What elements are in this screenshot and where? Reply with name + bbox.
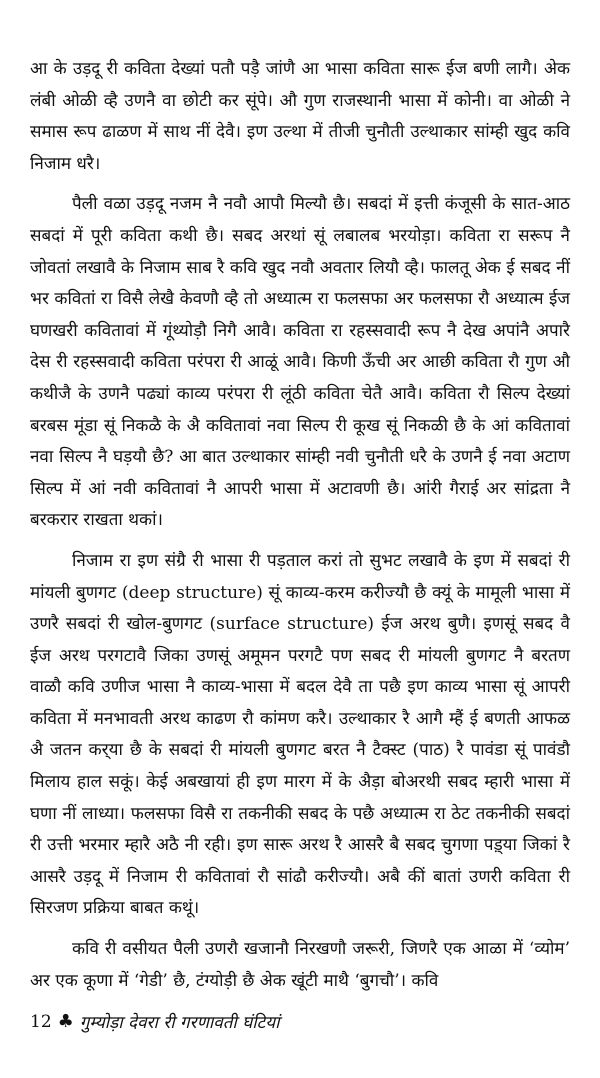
page-footer	[30, 1010, 280, 1033]
club-ornament-icon: ♣	[57, 1011, 74, 1032]
page-number: 12	[30, 1011, 52, 1032]
paragraph-1: आ के उड़दू री कविता देख्यां पतौ पड़ै जांणै आ भासा कविता सारू ईज बणी लागै। अेक लंबी ओळी व्है उणनै वा छोटी कर सूंपे। औ गुण राजस्थानी भासा में कोनी। वा ओळी ने समास रूप ढाळण में साथ नीं देवै। इण उल्था में तीजी चुनौती उल्थाकार सांम्ही खुद कवि निजाम धरै।	[30, 59, 570, 174]
paragraph-4: कवि री वसीयत पैली उणरौ खजानौ निरखणौ जरूरी, जिणरै एक आळा में ‘व्योम’ अर एक कूणा में ‘गेडी’ छै, टंग्योड़ी छै अेक खूंटी माथै ‘बुगचौ’। कवि	[30, 939, 570, 991]
paragraph-3: निजाम रा इण संग्रै री भासा री पड़ताल करां तो सुभट लखावै के इण में सबदां री मांयली बुणगट (deep structure) सूं काव्य-करम करीज्यौ छै क्यूं के मामूली भासा में उणरै सबदां री खोल-बुणगट (surface structure) ईज अरथ बुणै। इणसूं सबद वै ईज अरथ परगटावै जिका उणसूं अमूमन परगटै पण सबद री मांयली बुणगट नै बरतण वाळौ कवि उणीज भासा नै काव्य-भासा में बदल देवै ता पछै इण काव्य भासा सूं आपरी कविता में मनभावती अरथ काढण रौ कांमण करै। उल्थाकार रै आगै म्हैं ई बणती आफळ अै जतन कर्‌या छै के सबदां री मांयली बुणगट बरत नै टैक्स्ट (पाठ) रै पावंडा सूं पावंडौ मिलाय हाल सकूं। केई अबखायां ही इण मारग में के अैड़ा बोअरथी सबद म्हारी भासा में घणा नीं लाध्या। फलसफा विसै रा तकनीकी सबद के पछै अध्यात्म रा ठेट तकनीकी सबदां री उत्ती भरमार म्हारै अठै नी रही। इण सारू अरथ रै आसरै बै सबद चुगणा पड़्या जिकां रै आसरै उड़दू में निजाम री कवितावां रौ सांढौ करीज्यौ। अबै कीं बातां उणरी कविता री सिरजण प्रक्रिया बाबत कथूं।	[30, 550, 570, 919]
paragraph-2: पैली वळा उड़दू नजम नै नवौ आपौ मिल्यौ छै। सबदां में इत्ती कंजूसी के सात-आठ सबदां में पूरी कविता कथी छै। सबद अरथां सूं लबालब भरयोड़ा। कविता रा सरूप नै जोवतां लखावै के निजाम साब रै कवि खुद नवौ अवतार लियौ व्है। फालतू अेक ई सबद नीं भर कवितां रा विसै लेखै केवणौ व्है तो अध्यात्म रा फलसफा अर फलसफा रौ अध्यात्म ईज घणखरी कवितावां में गूंथ्योड़ौ निगै आवै। कविता रा रहस्सवादी रूप नै देख अपांनै अपारै देस री रहस्सवादी कविता परंपरा री आळूं आवै। किणी ऊँची अर आछी कविता रौ गुण औ कथीजै के उणनै पढ्यां काव्य परंपरा री लूंठी कविता चेतै आवै। कविता रौ सिल्प देख्यां बरबस मूंडा सूं निकळै के अै कवितावां नवा सिल्प री कूख सूं निकळी छै के आं कवितावां नवा सिल्प नै घड़यौ छै? आ बात उल्थाकार सांम्ही नवी चुनौती धरै के उणनै ई नवा अटाण सिल्प में आं नवी कवितावां नै आपरी भासा में अटावणी छै। आंरी गैराई अर सांद्रता नै बरकरार राखता थकां।	[30, 194, 570, 531]
book-title: गुम्योड़ा देवरा री गरणावती घंटियां	[79, 1013, 280, 1033]
